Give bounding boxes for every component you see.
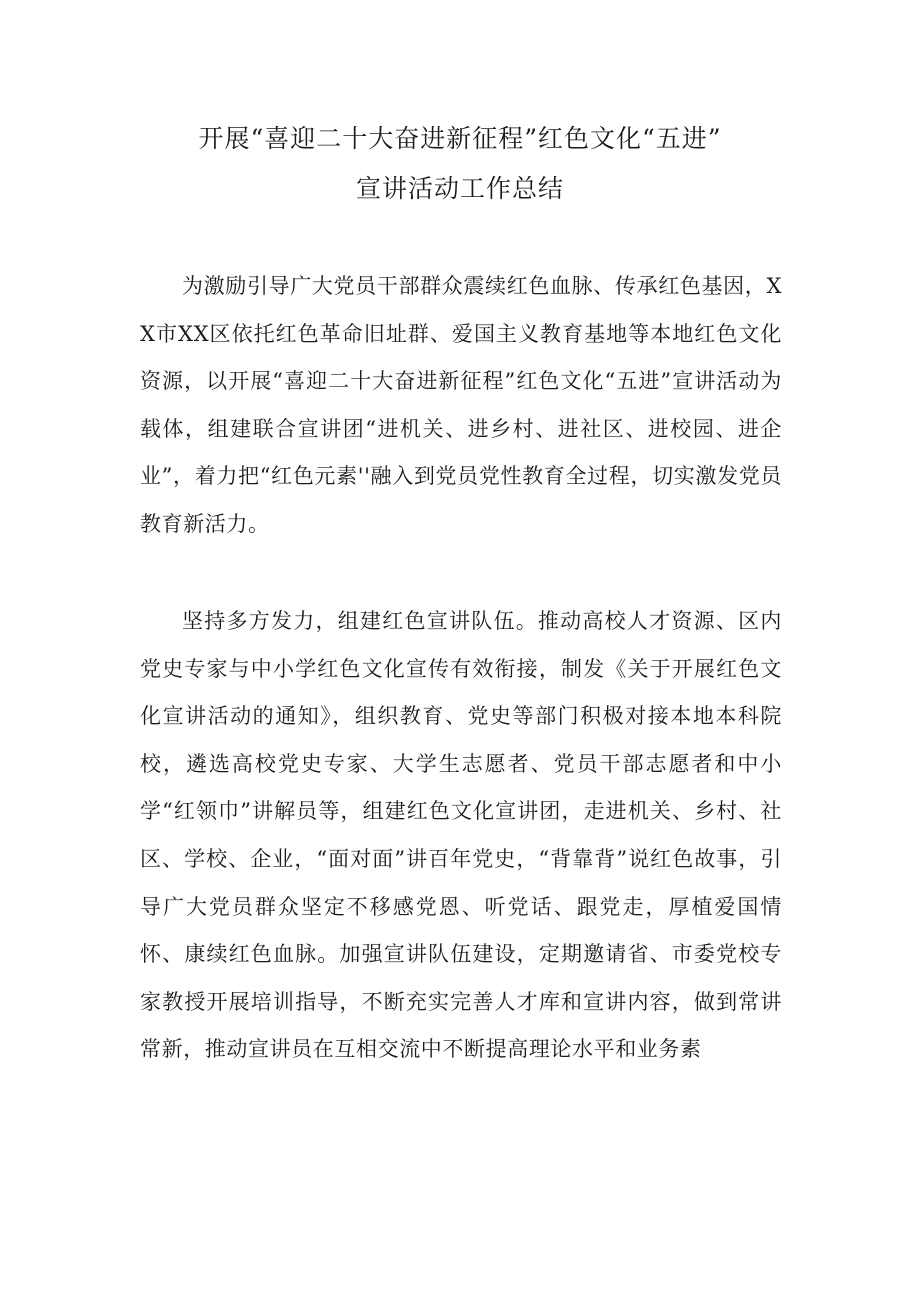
paragraph-team-building: 坚持多方发力，组建红色宣讲队伍。推动高校人才资源、区内党史专家与中小学红色文化宣传有效衔接，制发《关于开展红色文化宣讲活动的通知》，组织教育、党史等部门积极对接本地本科院校，遴选高校党史专家、大学生志愿者、党员干部志愿者和中小学“红领巾”讲解员等，组建红色文化宣讲团，走进机关、乡村、社区、学校、企业，“面对面”讲百年党史，“背靠背”说红色故事，引导广大党员群众坚定不移感党恩、听党话、跟党走，厚植爱国情怀、康续红色血脉。加强宣讲队伍建设，定期邀请省、市委党校专家教授开展培训指导，不断充实完善人才库和宣讲内容，做到常讲常新，推动宣讲员在互相交流中不断提高理论水平和业务素 [140, 609, 782, 1062]
paragraph-intro: 为激励引导广大党员干部群众震续红色血脉、传承红色基因，XX市XX区依托红色革命旧址群、爱国主义教育基地等本地红色文化资源，以开展“喜迎二十大奋进新征程”红色文化“五进”宣讲活动为载体，组建联合宣讲团“进机关、进乡村、进社区、进校园、进企业”，着力把“红色元素''融入到党员党性教育全过程，切实激发党员教育新活力。 [140, 274, 782, 536]
document-title-line-1: 开展“喜迎二十大奋进新征程”红色文化“五进” [198, 124, 722, 153]
document-title-line-2: 宣讲活动工作总结 [355, 174, 564, 203]
